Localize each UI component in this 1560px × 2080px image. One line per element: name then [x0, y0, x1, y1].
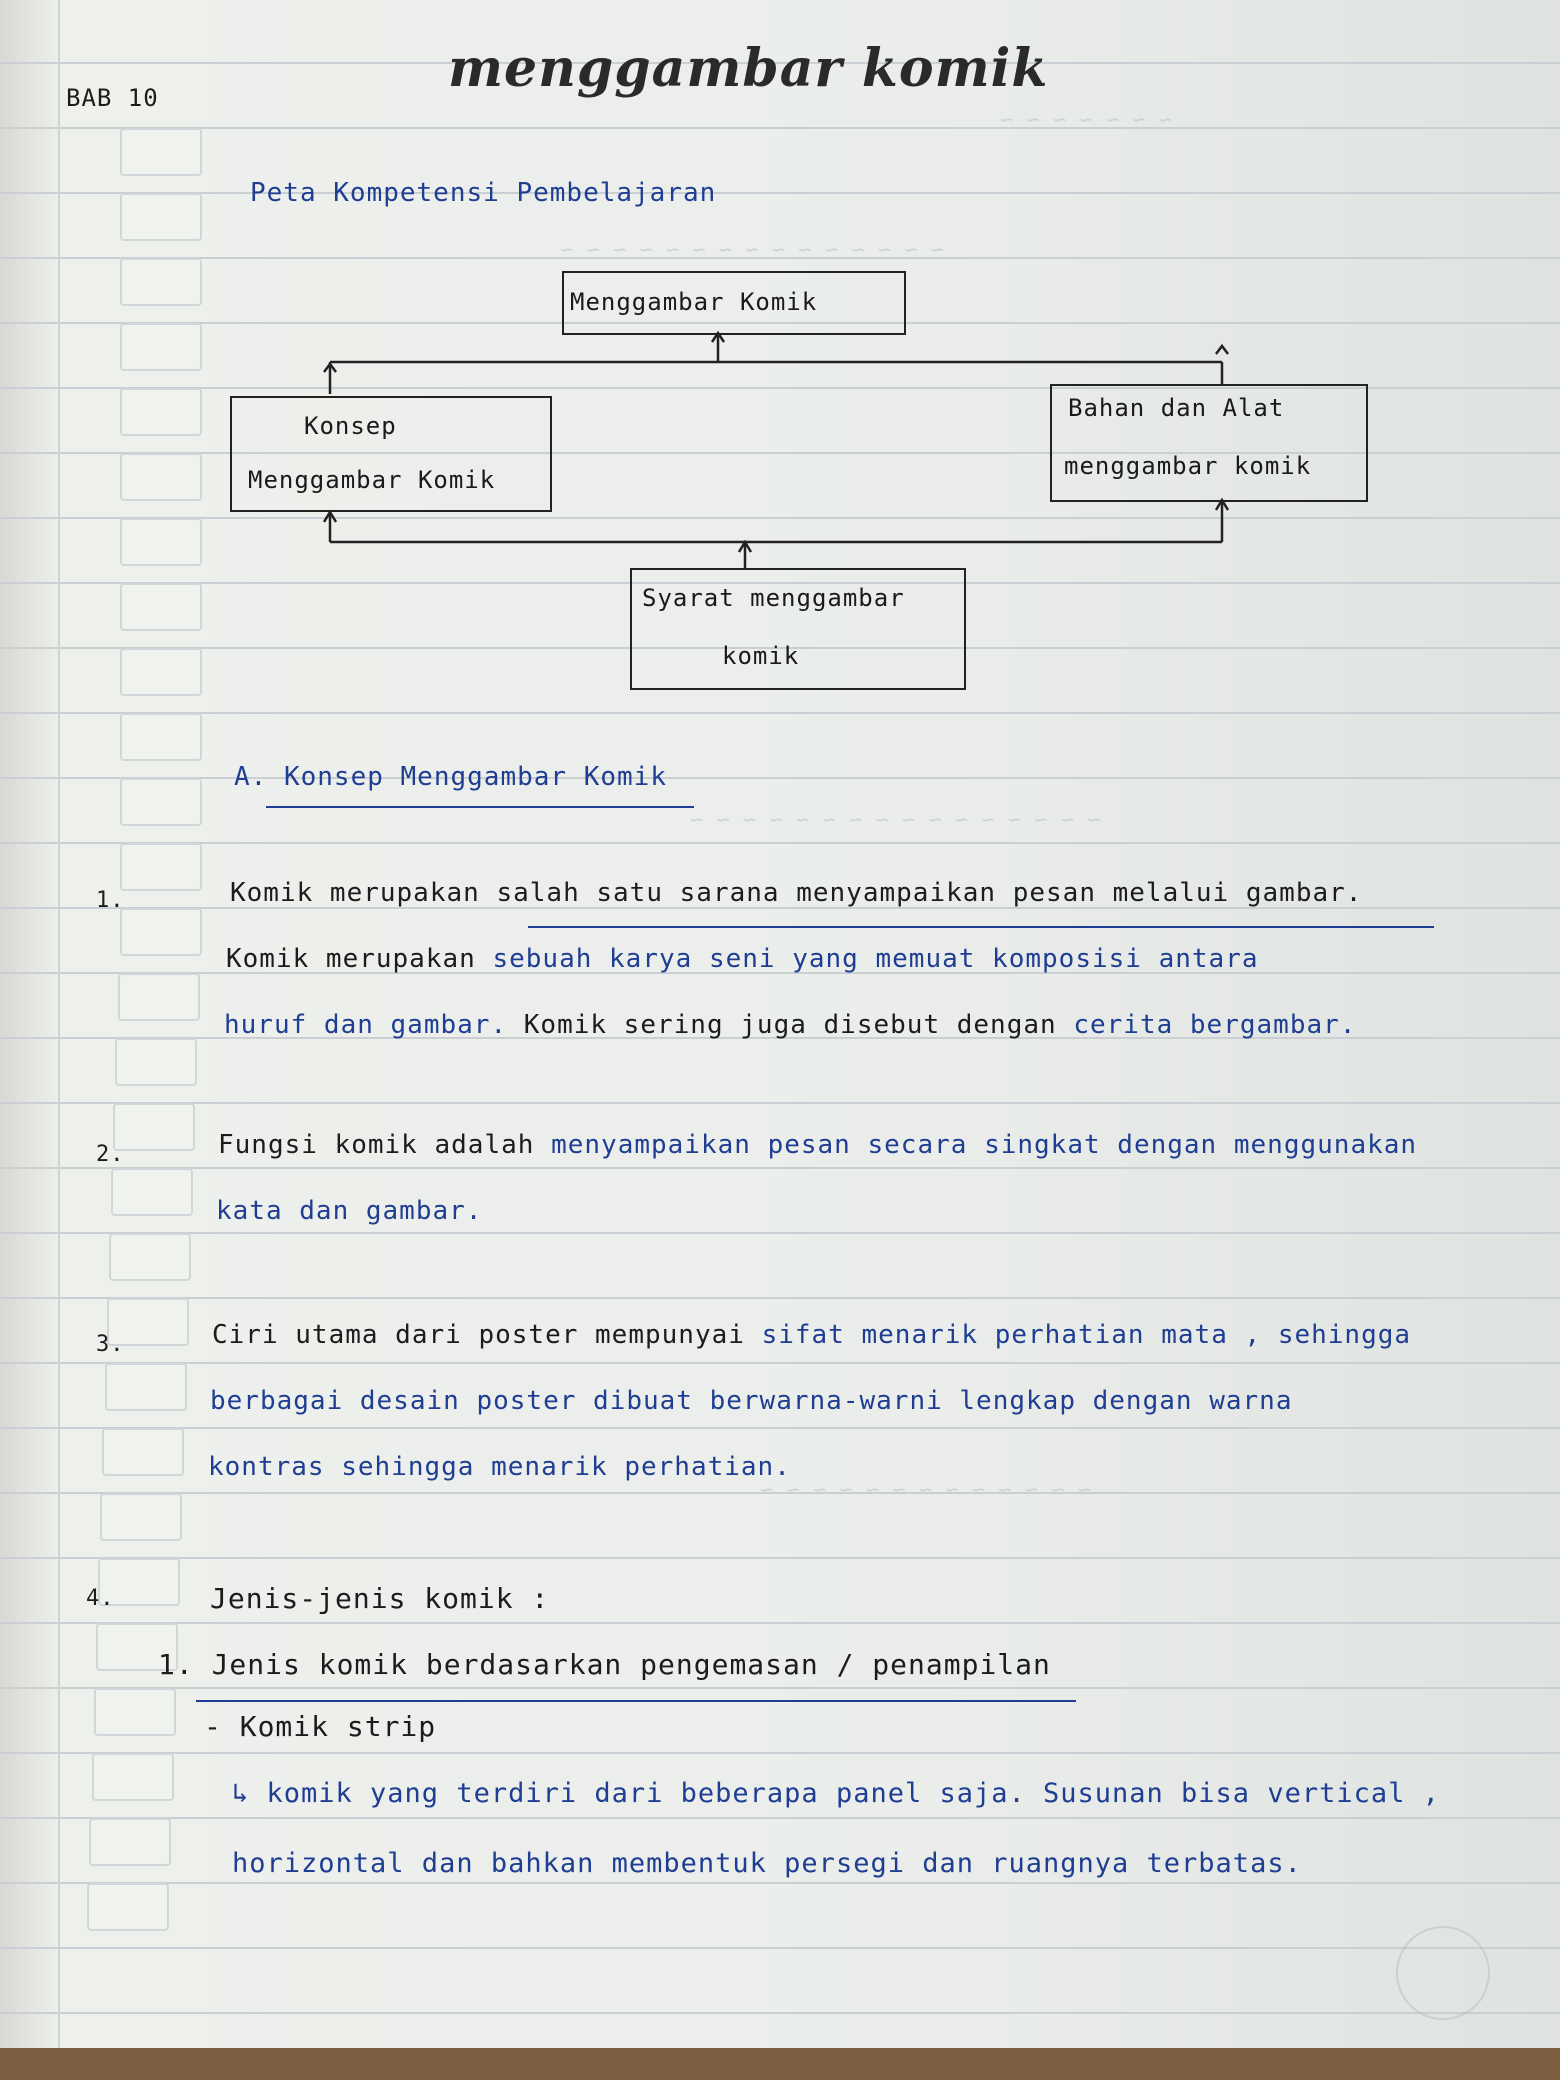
item-1-underline [528, 926, 1434, 928]
ruled-line [0, 1297, 1560, 1299]
margin-box [111, 1168, 193, 1216]
ruled-line [0, 1817, 1560, 1819]
text-segment: Komik sering juga disebut dengan [523, 1010, 1074, 1040]
ruled-line [0, 1427, 1560, 1429]
ruled-line [0, 1947, 1560, 1949]
ruled-line [0, 1557, 1560, 1559]
map-heading: Peta Kompetensi Pembelajaran [250, 178, 717, 208]
text-segment: sifat menarik perhatian mata , sehingga [761, 1320, 1412, 1350]
chapter-label: BAB 10 [66, 84, 159, 112]
diagram-label-right-1: Bahan dan Alat [1068, 394, 1285, 422]
show-through-text: ~ ~ ~ ~ ~ ~ ~ ~ ~ ~ ~ ~ ~ [760, 1478, 1092, 1503]
text-segment: Komik merupakan [226, 944, 493, 974]
margin-box [118, 973, 200, 1021]
item-4-text: Jenis-jenis komik : [210, 1582, 550, 1615]
diagram-label-left-1: Konsep [304, 412, 397, 440]
item-4-description-2: horizontal dan bahkan membentuk persegi dan ruangnya terbatas. [232, 1848, 1302, 1879]
diagram-label-top: Menggambar Komik [570, 288, 818, 316]
item-1-number: 1. [96, 888, 125, 913]
item-3-line [212, 1320, 1411, 1350]
diagram-label-right-2: menggambar komik [1064, 452, 1312, 480]
page-title: menggambar komik [448, 38, 1049, 99]
margin-box [105, 1363, 187, 1411]
show-through-text: ~ ~ ~ ~ ~ ~ ~ [1000, 108, 1173, 133]
text-segment: berbagai desain poster dibuat berwarna-warni lengkap dengan warna [210, 1386, 1293, 1416]
margin-box [115, 1038, 197, 1086]
item-4-subheading-underline [196, 1700, 1076, 1702]
item-4-description-1: ↳ komik yang terdiri dari beberapa panel saja. Susunan bisa vertical , [232, 1778, 1440, 1809]
margin-box [89, 1818, 171, 1866]
margin-box [120, 778, 202, 826]
text-segment: Fungsi komik adalah [218, 1130, 552, 1160]
margin-box [109, 1233, 191, 1281]
diagram-label-left-2: Menggambar Komik [248, 466, 496, 494]
item-1-line [230, 878, 1362, 908]
diagram-label-bottom-2: komik [722, 642, 800, 670]
text-segment: cerita bergambar. [1073, 1010, 1357, 1040]
item-3-line [210, 1386, 1292, 1416]
margin-box [102, 1428, 184, 1476]
item-1-line [226, 944, 1259, 974]
item-4-number: 4. [86, 1586, 115, 1611]
ruled-line [0, 1622, 1560, 1624]
text-segment: kata dan gambar. [216, 1196, 483, 1226]
text-segment: kontras sehingga menarik perhatian. [208, 1452, 791, 1482]
item-2-line [218, 1130, 1417, 1160]
item-4-subitem: - Komik strip [204, 1710, 437, 1743]
ruled-line [0, 1882, 1560, 1884]
ruled-line [0, 1167, 1560, 1169]
ruled-line [0, 1232, 1560, 1234]
margin-box [120, 713, 202, 761]
margin-box [87, 1883, 169, 1931]
item-2-line [216, 1196, 482, 1226]
show-through-text: ~ ~ ~ ~ ~ ~ ~ ~ ~ ~ ~ ~ ~ ~ ~ ~ [690, 808, 1101, 833]
item-1-line [224, 1010, 1356, 1040]
text-segment: menyampaikan pesan secara singkat dengan menggunakan [551, 1130, 1418, 1160]
item-3-number: 3. [96, 1332, 125, 1357]
text-segment: Komik merupakan salah satu sarana menyampaikan pesan melalui gambar. [230, 878, 1363, 908]
text-segment: sebuah karya seni yang memuat komposisi antara [492, 944, 1259, 974]
text-segment: Ciri utama dari poster mempunyai [212, 1320, 762, 1350]
ruled-line [0, 1752, 1560, 1754]
section-a-heading: A. Konsep Menggambar Komik [234, 762, 667, 792]
margin-box [94, 1688, 176, 1736]
ruled-line [0, 1687, 1560, 1689]
show-through-text: ~ ~ ~ ~ ~ ~ ~ ~ ~ ~ ~ ~ ~ ~ ~ [560, 238, 945, 263]
margin-box [120, 843, 202, 891]
section-a-underline [266, 806, 694, 808]
stamp-seal [1396, 1926, 1490, 2020]
item-2-number: 2. [96, 1142, 125, 1167]
margin-box [100, 1493, 182, 1541]
table-surface [0, 2048, 1560, 2080]
margin-box [120, 908, 202, 956]
ruled-line [0, 1102, 1560, 1104]
margin-box [92, 1753, 174, 1801]
diagram-label-bottom-1: Syarat menggambar [642, 584, 905, 612]
ruled-line [0, 1362, 1560, 1364]
item-3-line [208, 1452, 791, 1482]
text-segment: huruf dan gambar. [224, 1010, 524, 1040]
ruled-line [0, 2012, 1560, 2014]
ruled-line [0, 842, 1560, 844]
margin-box [113, 1103, 195, 1151]
item-4-subheading: 1. Jenis komik berdasarkan pengemasan / penampilan [158, 1648, 1051, 1681]
